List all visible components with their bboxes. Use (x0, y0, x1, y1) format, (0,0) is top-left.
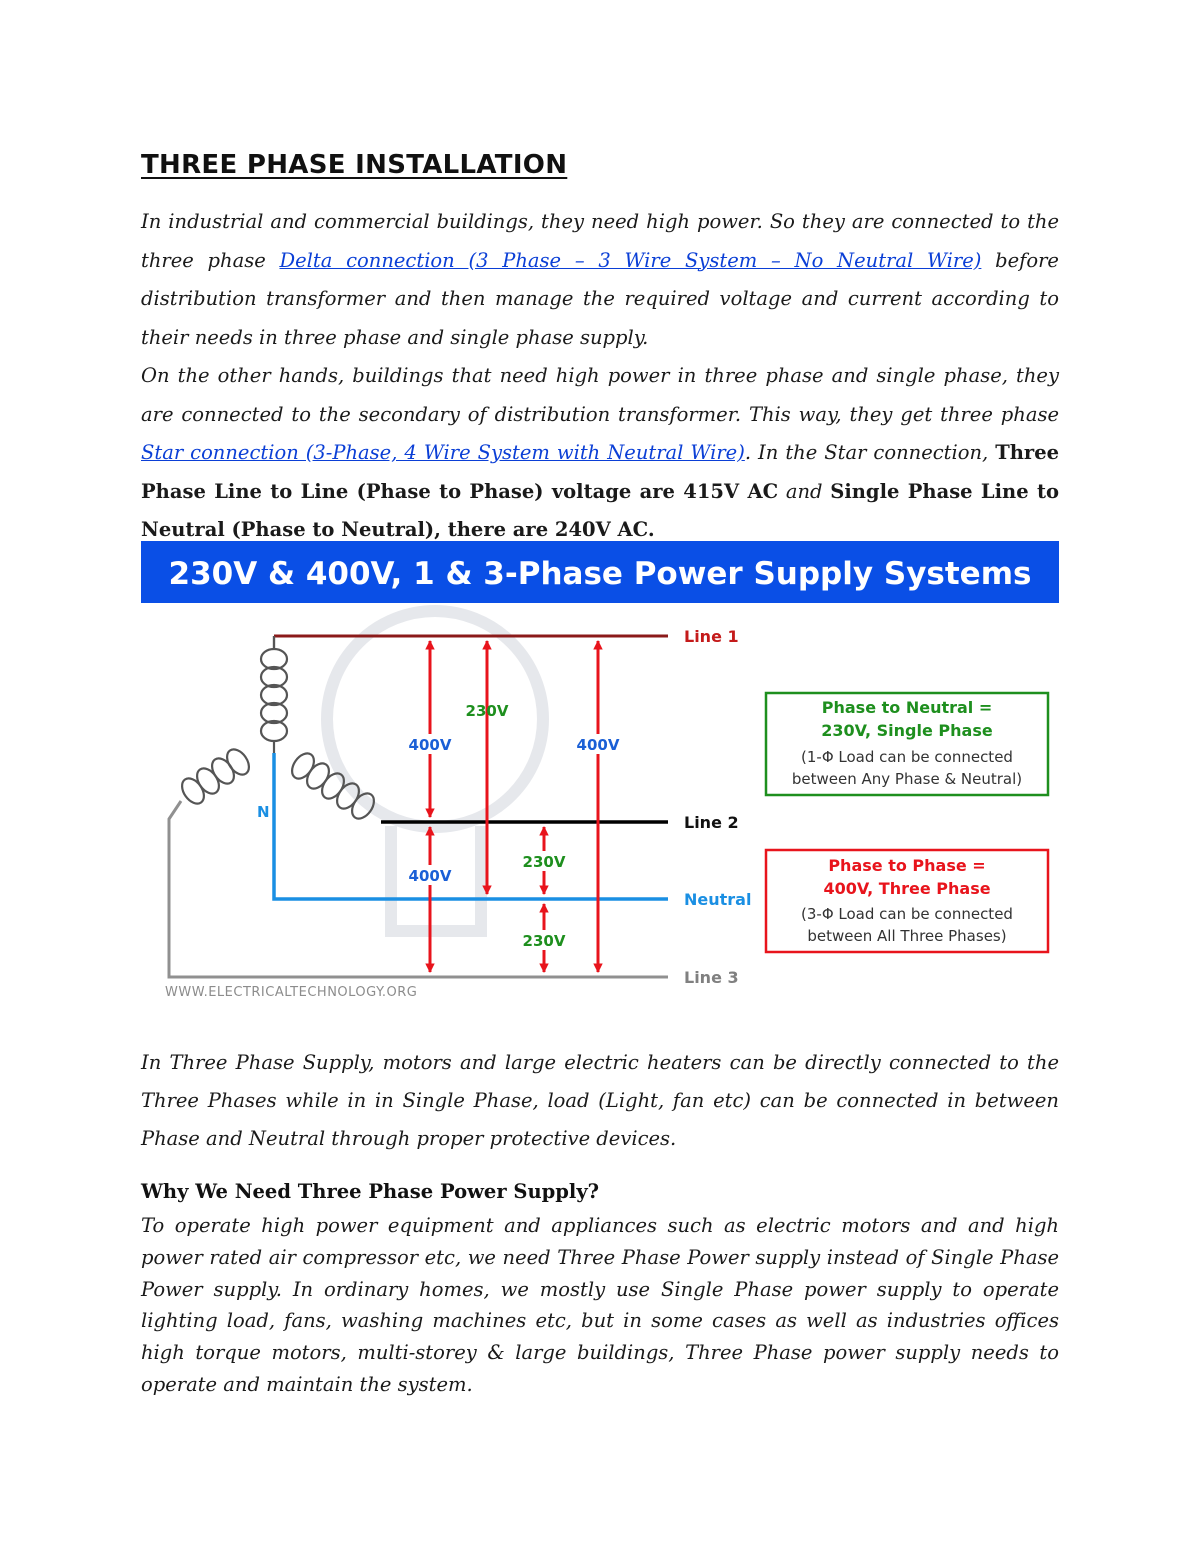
voltage-label-l1-n: 230V (465, 702, 509, 720)
page-title: THREE PHASE INSTALLATION (141, 150, 568, 180)
intro-text-start: In industrial and commercial buildings, they need high power. So they are connected to the three phase (141, 210, 1059, 272)
star-text-mid: . In the Star connection, (744, 441, 996, 464)
three-phase-title1: Phase to Phase = (828, 856, 986, 875)
line1-label: Line 1 (684, 627, 739, 646)
three-phase-note1: (3-Φ Load can be connected (801, 905, 1013, 923)
single-phase-title1: Phase to Neutral = (821, 698, 993, 717)
three-phase-supply-paragraph: In Three Phase Supply, motors and large electric heaters can be directly connected to the Three Phases while in in Single Phase, load (Light, fan etc) can be connected in between Phase and Neutral through proper protective devices. (141, 1051, 1059, 1150)
line-to-neutral-voltage: Single Phase Line to Neutral (Phase to Neutral), there are 240V AC. (141, 479, 1059, 541)
watermark-text: WWW.ELECTRICALTECHNOLOGY.ORG (165, 985, 418, 1000)
single-phase-note1: (1-Φ Load can be connected (801, 748, 1013, 766)
delta-connection-link[interactable]: Delta connection (3 Phase – 3 Wire System – No Neutral Wire) (279, 248, 982, 272)
neutral-label: Neutral (684, 890, 752, 909)
three-phase-title2: 400V, Three Phase (823, 879, 991, 898)
star-text-start: On the other hands, buildings that need high power in three phase and single phase, they are connected to the secondary of distribution transformer. This way, they get three phase (141, 364, 1059, 426)
voltage-label-l2-l3: 400V (408, 867, 452, 885)
why-three-phase-paragraph: To operate high power equipment and appliances such as electric motors and and high power rated air compressor etc, we need Three Phase Power supply instead of Single Phase Power supply. In ordinary homes, we mostly use Single Phase power supply to operate lighting load, fans, washing machines etc, but in some cases as well as industries offices high torque motors, multi-storey & large buildings, Three Phase power supply needs to operate and maintain the system. (141, 1214, 1059, 1396)
voltage-label-l1-l2: 400V (408, 736, 452, 754)
line-to-line-voltage: Three Phase Line to Line (Phase to Phase) voltage are 415V AC (141, 441, 1060, 503)
section-heading: Why We Need Three Phase Power Supply? (141, 1180, 600, 1203)
three-phase-note2: between All Three Phases) (807, 927, 1007, 945)
line2-label: Line 2 (684, 813, 739, 832)
voltage-label-l2-n: 230V (522, 853, 566, 871)
line3-label: Line 3 (684, 968, 739, 987)
single-phase-note2: between Any Phase & Neutral) (791, 770, 1023, 788)
intro-text-end: before distribution transformer and then manage the required voltage and current according to their needs in three phase and single phase supply. (141, 248, 1059, 349)
voltage-label-n-l3: 230V (522, 932, 566, 950)
power-supply-diagram (141, 541, 1059, 1001)
neutral-point-label: N (257, 803, 270, 821)
intro-paragraph (141, 203, 1059, 357)
and-word: and (778, 479, 831, 503)
star-connection-link[interactable]: Star connection (3-Phase, 4 Wire System with Neutral Wire) (141, 441, 745, 464)
diagram-banner-title: 230V & 400V, 1 & 3-Phase Power Supply Systems (168, 556, 1032, 592)
star-paragraph (141, 357, 1059, 550)
voltage-label-l1-l3: 400V (576, 736, 620, 754)
single-phase-title2: 230V, Single Phase (821, 721, 993, 740)
